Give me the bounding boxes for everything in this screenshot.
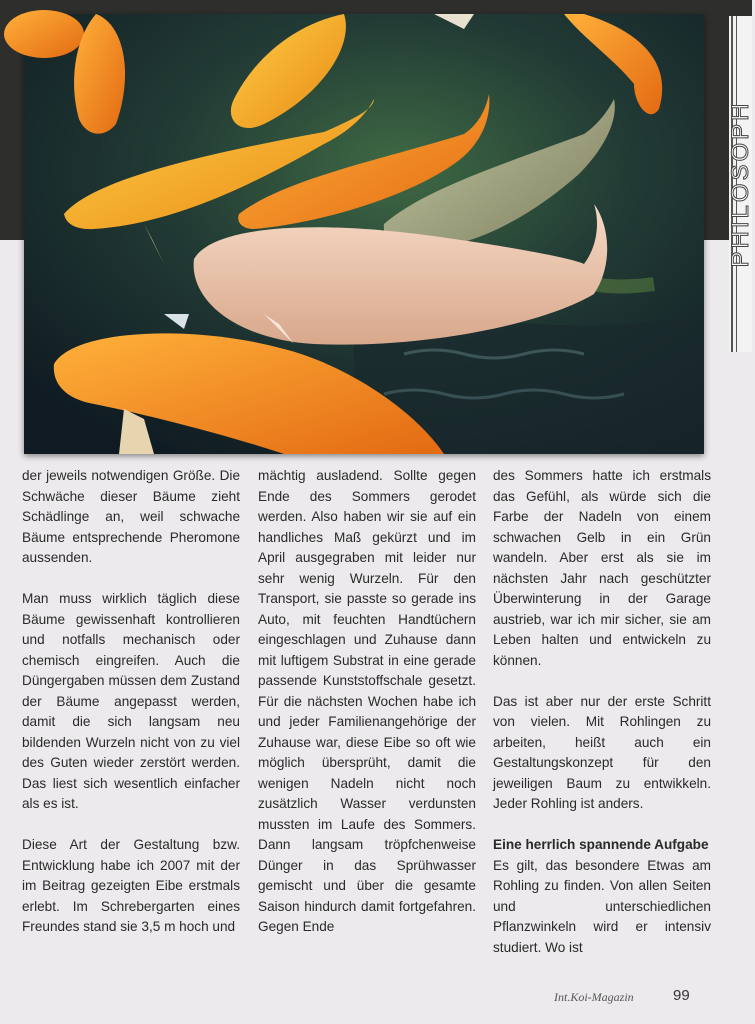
paragraph: Diese Art der Gestaltung bzw. Entwicklung habe ich 2007 mit der im Beitrag gezeigten Eibe erstmals erlebt. Im Schrebergarten eines Freundes stand sie 3,5 m hoch und <box>22 837 240 934</box>
paragraph: Es gilt, das besondere Etwas am Rohling zu finden. Von allen Seiten und unterschiedlichen Pflanzwinkeln wird er intensiv studiert. Wo ist <box>493 857 711 955</box>
text-column-1 <box>22 466 240 958</box>
paragraph: des Sommers hatte ich erstmals das Gefühl, als würde sich die Farbe der Nadeln von einem schwachen Gelb in ein Grün wandeln. Aber erst als sie im nächsten Jahr nach geschützter Überwinterung in der Garage austrieb, war ich mir sicher, sie am Leben halten und entwickeln zu können. <box>493 468 711 668</box>
magazine-name: Int.Koi-Magazin <box>554 990 634 1004</box>
text-column-3 <box>493 466 711 979</box>
koi-illustration <box>24 14 704 454</box>
koi-photo <box>24 14 704 454</box>
section-heading: Eine herrlich spannende Aufgabe <box>493 837 709 852</box>
text-column-2 <box>258 466 476 958</box>
paragraph: mächtig ausladend. Sollte gegen Ende des Sommers gerodet werden. Also haben wir sie auf ein handliches Maß gekürzt und im April ausgegraben mit leider nur sehr wenig Wurzeln. Für den Transport, sie passte so gerade ins Auto, mit feuchten Handtüchern eingeschlagen und Zuhause dann mit luftigem Substrat in eine gerade passende Kunststoffschale gesetzt. Für die nächsten Wochen habe ich und jeder Familienangehörige der Zuhause war, diese Eibe so oft wie möglich übersprüht, damit die wenigen Nadeln nicht noch zusätzlich Wasser verdunsten mussten im Laufe des Sommers. Dann langsam tröpfchenweise Dünger in das Sprühwasser gemischt und über die gesamte Saison hindurch damit fortgefahren. Gegen Ende <box>258 468 476 934</box>
paragraph: Das ist aber nur der erste Schritt von vielen. Mit Rohlingen zu arbeiten, heißt auch ein Gestaltungskonzept für den jeweiligen Baum zu entwikkeln. Jeder Rohling ist anders. <box>493 693 711 811</box>
page-number: 99 <box>673 987 690 1004</box>
section-tab <box>729 16 752 352</box>
paragraph: Man muss wirklich täglich diese Bäume gewissenhaft kontrollieren und notfalls mechanisch oder chemisch eingreifen. Auch die Düngergaben müssen dem Zustand der Bäume angepasst werden, damit die sich langsam neu bildenden Wurzeln nicht von zu viel des Guten wieder zerstört werden. Das liest sich wesentlich einfacher als es ist. <box>22 591 240 811</box>
paragraph: der jeweils notwendigen Größe. Die Schwäche dieser Bäume zieht Schädlinge an, weil schwache Bäume entsprechende Pheromone aussenden. <box>22 468 240 565</box>
section-label: PHILOSOPH <box>727 100 754 268</box>
